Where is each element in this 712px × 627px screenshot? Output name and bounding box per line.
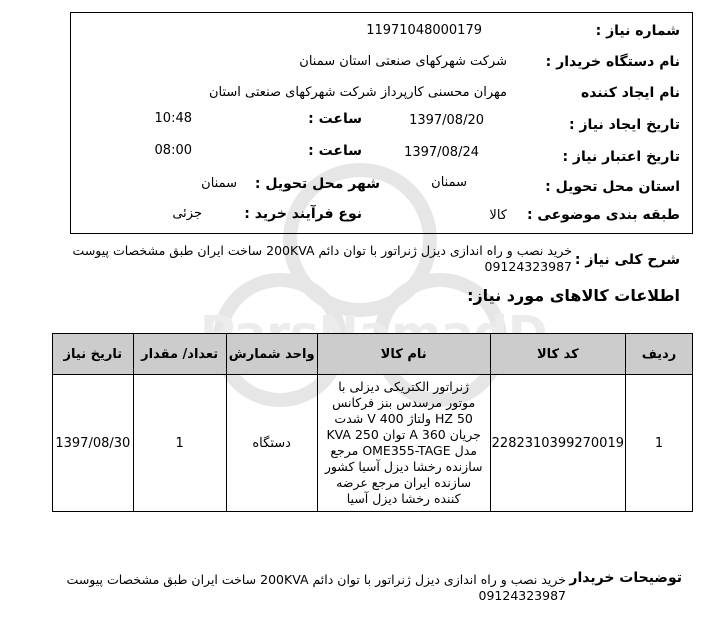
cell-code: 2282310399270019 <box>490 375 625 512</box>
created-time: 10:48 <box>154 111 192 126</box>
need-number: 11971048000179 <box>366 23 482 38</box>
created-date-label: تاریخ ایجاد نیاز : <box>568 117 680 133</box>
col-code: کد کالا <box>490 334 625 375</box>
table-row <box>53 375 693 512</box>
need-number-label: شماره نیاز : <box>595 23 680 39</box>
cell-name: ژنراتور الکتریکی دیزلی با موتور مرسدس بنز فرکانس 50 HZ ولتاژ 400 V شدت جریان 360 A توان 250 KVA مدل OME355-TAGE مرجع سازنده رخشا دیزل آسیا کشور سازنده ایران مرجع عرضه کننده رخشا دیزل آسیا <box>317 375 490 512</box>
need-info-box <box>70 12 693 234</box>
created-date: 1397/08/20 <box>409 113 484 128</box>
delivery-province: سمنان <box>431 175 467 190</box>
col-name: نام کالا <box>317 334 490 375</box>
summary-label: شرح کلی نیاز : <box>574 252 680 268</box>
validity-time: 08:00 <box>154 143 192 158</box>
col-qty: تعداد/ مقدار <box>133 334 226 375</box>
cell-qty: 1 <box>133 375 226 512</box>
col-index: ردیف <box>626 334 693 375</box>
process-type-label: نوع فرآیند خرید : <box>244 206 362 222</box>
category: کالا <box>489 208 507 223</box>
delivery-city: سمنان <box>201 176 237 191</box>
summary-text: خرید نصب و راه اندازی دیزل ژنراتور با توان دائم 200KVA ساخت ایران طبق مشخصات پیوست 09124323987 <box>72 243 572 274</box>
cell-index: 1 <box>626 375 693 512</box>
created-time-label: ساعت : <box>308 111 362 127</box>
buyer-org: شرکت شهرکهای صنعتی استان سمنان <box>299 54 507 69</box>
creator: مهران محسنی کارپرداز شرکت شهرکهای صنعتی استان <box>208 85 507 100</box>
cell-date: 1397/08/30 <box>53 375 134 512</box>
creator-label: نام ایجاد کننده <box>580 85 680 101</box>
goods-header-row <box>53 334 693 375</box>
delivery-city-label: شهر محل تحویل : <box>254 176 380 192</box>
buyer-notes-label: توضیحات خریدار <box>569 570 682 586</box>
goods-section-title: اطلاعات کالاهای مورد نیاز: <box>467 286 680 305</box>
validity-date-label: تاریخ اعتبار نیاز : <box>562 149 680 165</box>
delivery-province-label: استان محل تحویل : <box>545 179 680 195</box>
col-date: تاریخ نیاز <box>53 334 134 375</box>
col-unit: واحد شمارش <box>226 334 317 375</box>
cell-unit: دستگاه <box>226 375 317 512</box>
validity-time-label: ساعت : <box>308 143 362 159</box>
category-label: طبقه بندی موضوعی : <box>526 207 680 223</box>
validity-date: 1397/08/24 <box>404 145 479 160</box>
buyer-notes-text: خرید نصب و راه اندازی دیزل ژنراتور با توان دائم 200KVA ساخت ایران طبق مشخصات پیوست 09124323987 <box>66 572 566 603</box>
goods-table <box>52 333 693 512</box>
buyer-org-label: نام دستگاه خریدار : <box>545 54 680 70</box>
process-type: جزئی <box>172 206 202 221</box>
